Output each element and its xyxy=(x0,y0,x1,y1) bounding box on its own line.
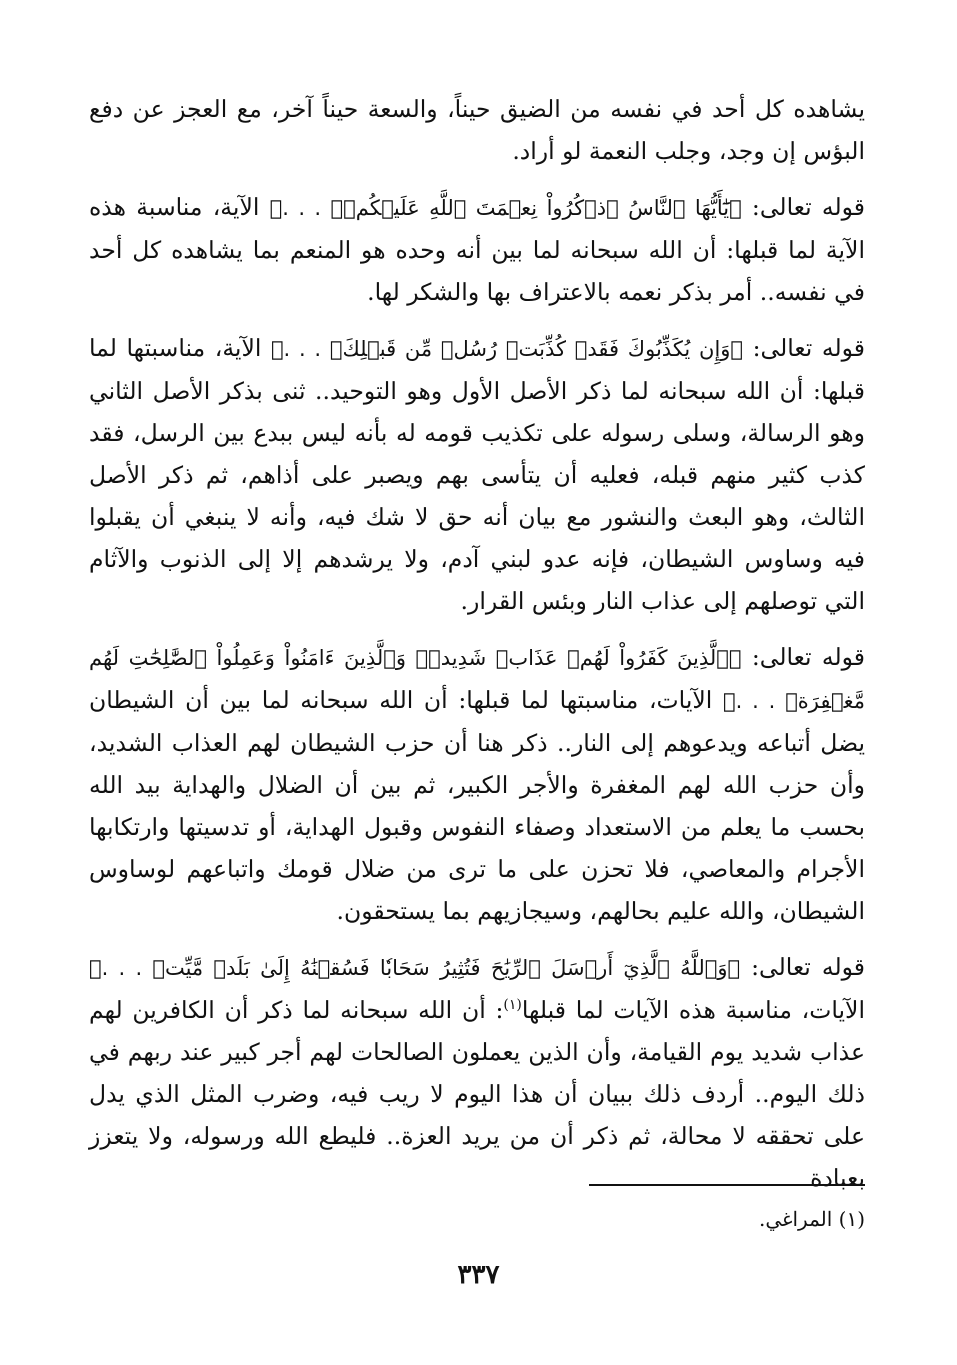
paragraph-text: الآيات، مناسبتها لما قبلها: أن الله سبحانه لما بين أن الشيطان يضل أتباعه ويدعوهم إلى النار.. ذكر هنا أن حزب الشيطان لهم العذاب الشديد، وأن حزب الله لهم المغفرة والأجر الكبير، ثم بين أن الضلال والهداية بيد الله بحسب ما يعلم من الاستعداد وصفاء النفوس وقبول الهداية، أو تدسيتها وارتكابها الأجرام والمعاصي، فلا تحزن على ما ترى من ضلال قومك واتباعهم لوساوس الشيطان، والله عليم بحالهم، وسيجازيهم بما يستحقون. xyxy=(89,686,865,925)
verse-lead: قوله تعالى: xyxy=(741,643,866,671)
paragraph-3 xyxy=(89,327,865,622)
footnote-separator xyxy=(589,1184,865,1186)
paragraph-5 xyxy=(89,946,865,1199)
paragraph-text: : أن الله سبحانه لما ذكر أن الكافرين لهم عذاب شديد يوم القيامة، وأن الذين يعملون الصالحات لهم أجر كبير عند ربهم في ذلك اليوم.. أردف ذلك ببيان أن هذا اليوم لا ريب فيه، وضرب المثل الذي يدل على تحققه لا محالة، ثم ذكر أن من يريد العزة.. فليطع الله ورسوله، ولا يتعزز بعبادة xyxy=(89,996,865,1192)
paragraph-text: يشاهده كل أحد في نفسه من الضيق حيناً، والسعة حيناً آخر، مع العجز عن دفع البؤس إن وجد، وجلب النعمة لو أراد. xyxy=(89,95,865,165)
paragraph-text: الآية، مناسبة هذه الآية لما قبلها: أن الله سبحانه لما بين أنه وحده هو المنعم بما يشاهده كل أحد في نفسه.. أمر بذكر نعمه بالاعتراف بها والشكر لها. xyxy=(89,193,865,306)
paragraph-1 xyxy=(89,88,865,172)
paragraph-4 xyxy=(89,636,865,932)
quran-verse: ﴿وَإِن يُكَذِّبُوكَ فَقَدۡ كُذِّبَتۡ رُسُلٞ مِّن قَبۡلِكَۚ . . .﴾ xyxy=(270,337,744,361)
verse-lead: قوله تعالى: xyxy=(743,334,865,362)
verse-lead: قوله تعالى: xyxy=(741,193,865,221)
footnote: (١) المراغي. xyxy=(758,1207,865,1231)
verse-lead: قوله تعالى: xyxy=(740,953,865,981)
paragraph-2 xyxy=(89,186,865,313)
quran-verse: ﴿ٱلَّذِينَ كَفَرُواْ لَهُمۡ عَذَابٞ شَدِيدٞۖ وَٱلَّذِينَ ءَامَنُواْ وَعَمِلُواْ ٱلصَّٰلِحَٰتِ لَهُم مَّغۡفِرَةٞ . . .﴾ xyxy=(89,646,865,713)
page-number: ٣٣٧ xyxy=(457,1260,500,1290)
paragraph-text: الآيات، مناسبة هذه الآيات لما قبلها xyxy=(521,996,865,1024)
paragraph-text: الآية، مناسبتها لما قبلها: أن الله سبحانه لما ذكر الأصل الأول وهو التوحيد.. ثنى بذكر الأصل الثاني وهو الرسالة، وسلى رسوله على تكذيب قومه له بأنه ليس ببدع بين الرسل، فقد كذب كثير منهم قبله، فعليه أن يتأسى بهم ويصبر على أذاهم، ثم ذكر الأصل الثالث، وهو البعث والنشور مع بيان أنه حق لا شك فيه، وأنه لا ينبغي أن يقبلوا فيه وساوس الشيطان، فإنه عدو لبني آدم، ولا يرشدهم إلا إلى الذنوب والآثام التي توصلهم إلى عذاب النار وبئس القرار. xyxy=(89,334,865,615)
quran-verse: ﴿يَٰٓأَيُّهَا ٱلنَّاسُ ٱذۡكُرُواْ نِعۡمَتَ ٱللَّهِ عَلَيۡكُمۡۚ . . .﴾ xyxy=(269,196,742,220)
page-body xyxy=(89,88,865,1199)
quran-verse: ﴿وَٱللَّهُ ٱلَّذِيٓ أَرۡسَلَ ٱلرِّيَٰحَ فَتُثِيرُ سَحَابٗا فَسُقۡنَٰهُ إِلَىٰ بَلَدٖ مَّيِّتٖ . . .﴾ xyxy=(89,956,741,980)
footnote-reference[interactable]: (١) xyxy=(503,997,522,1014)
